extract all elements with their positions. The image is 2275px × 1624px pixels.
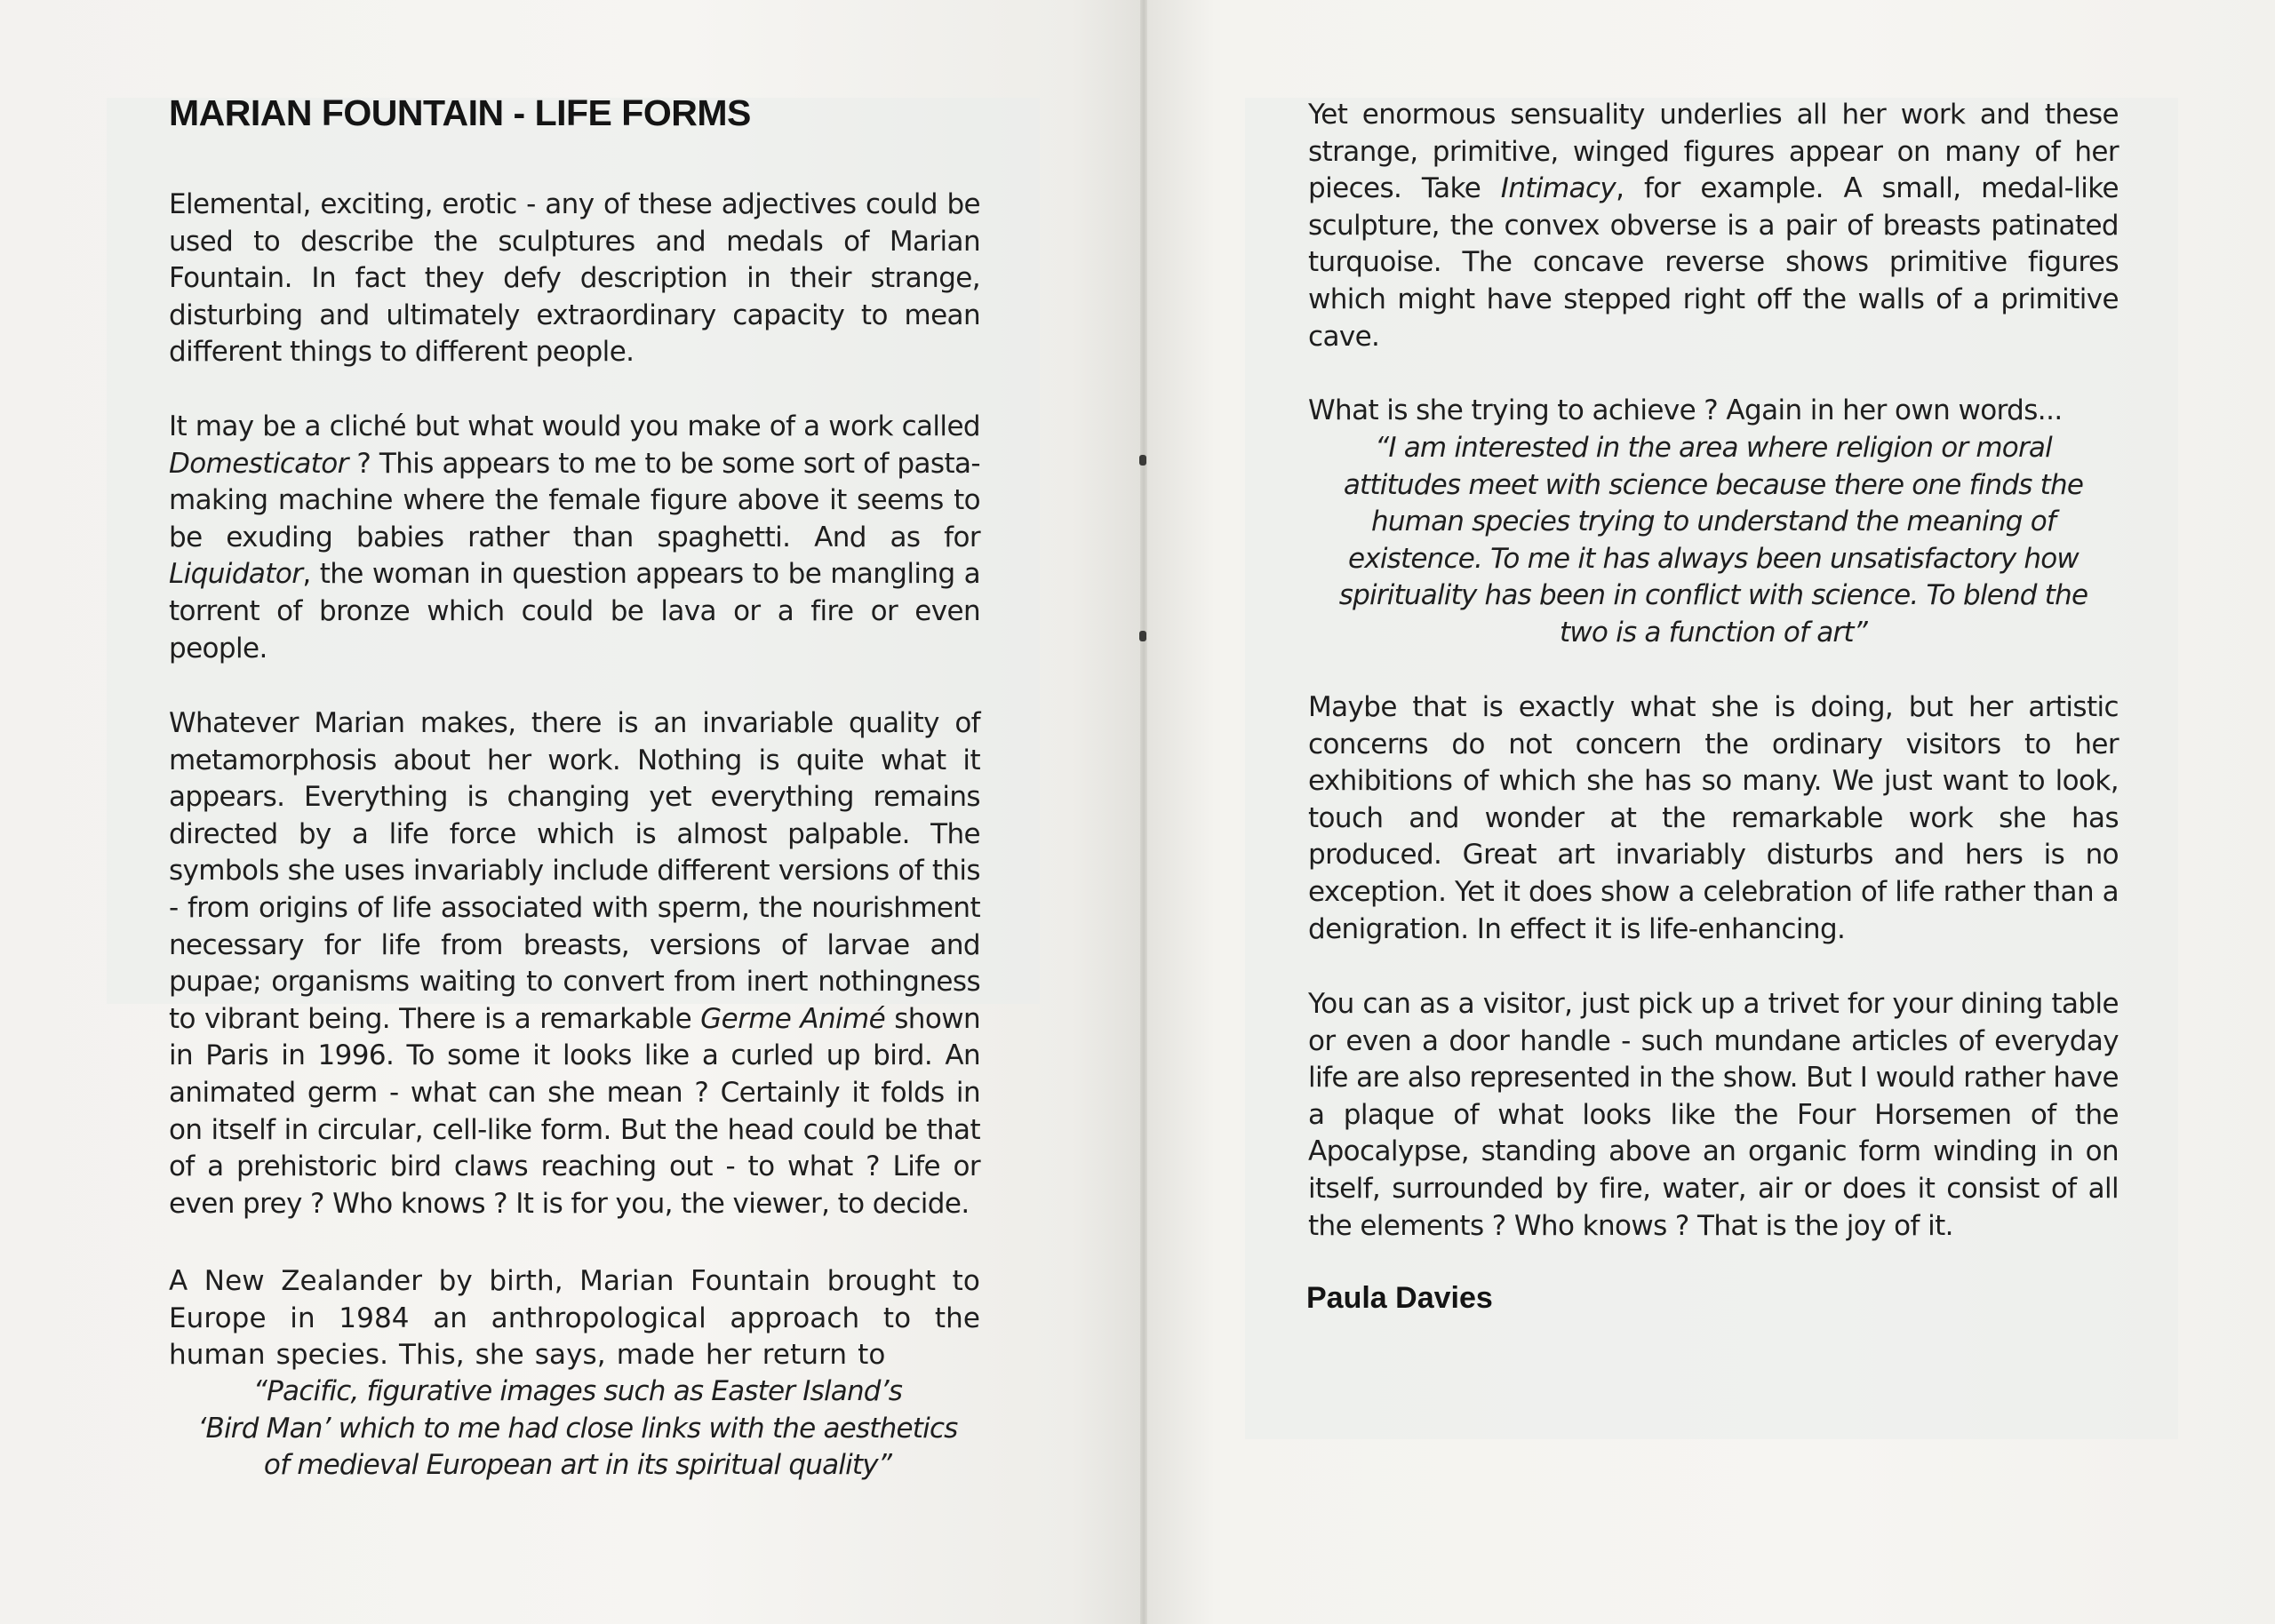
text-run: ? This appears to me to be some sort of pasta-making machine where the female figure above it seems to be exuding babies rather than spaghetti. And as for [169, 447, 980, 553]
author-signature: Paula Davies [1306, 1281, 1493, 1315]
right-quote [1273, 430, 2154, 652]
text-run: Yet enormous sensuality underlies all her work and these strange, primitive, winged figures appear on many of her pieces. Take [1308, 99, 2119, 205]
quote-line: of medieval European art in its spiritual quality” [263, 1449, 892, 1482]
left-paragraph-3 [169, 705, 980, 1222]
work-title-domesticator: Domesticator [169, 447, 348, 480]
quote-line: spirituality has been in conflict with science. To blend the [1338, 579, 2088, 612]
text-run: It may be a cliché but what would you make of a work called [169, 410, 980, 442]
quote-line: existence. To me it has always been unsatisfactory how [1348, 542, 2079, 575]
staple-top [1139, 455, 1146, 466]
text-run: shown in Paris in 1996. To some it looks like a curled up bird. An animated germ - what can she mean ? Certainly it folds in on itself in circular, cell-like form. But the head could be that of a prehistoric bird claws reaching out - to what ? Life or even prey ? Who knows ? It is for you, the viewer, to decide. [169, 1002, 980, 1220]
quote-line: “I am interested in the area where religion or moral [1375, 432, 2052, 464]
right-paragraph-2: What is she trying to achieve ? Again in her own words... [1308, 394, 2063, 426]
left-paragraph-4: A New Zealander by birth, Marian Fountain brought to Europe in 1984 an anthropological approach to the human species. This, she says, made her return to [169, 1265, 980, 1372]
work-title-germe-anime: Germe Animé [700, 1002, 886, 1035]
text-run: Whatever Marian makes, there is an invariable quality of metamorphosis about her work. Nothing is quite what it appears. Everything is changing yet everything remains directed by a life force which is almost palpable. The symbols she uses invariably include different versions of this - from origins of life associated with sperm, the nourishment necessary for life from breasts, versions of larvae and pupae; organisms waiting to convert from inert nothingness to vibrant being. There is a remarkable [169, 707, 980, 1035]
staple-bottom [1139, 631, 1146, 641]
quote-line: ‘Bird Man’ which to me had close links with the aesthetics [197, 1412, 958, 1445]
quote-line: attitudes meet with science because there one finds the [1343, 468, 2084, 501]
left-paragraph-2 [169, 409, 980, 667]
work-title-liquidator: Liquidator [169, 558, 303, 591]
quote-line: human species trying to understand the meaning of [1370, 506, 2056, 538]
text-run: , the woman in question appears to be mangling a torrent of bronze which could be lava or a fire or even people. [169, 558, 980, 665]
left-paragraph-1: Elemental, exciting, erotic - any of these adjectives could be used to describe the sculptures and medals of Marian Fountain. In fact they defy description in their strange, disturbing and ultimately extraordinary capacity to mean different things to different people. [169, 188, 980, 369]
text-run: , for example. A small, medal-like sculpture, the convex obverse is a pair of breasts patinated turquoise. The concave reverse shows primitive figures which might have stepped right off the walls of a primitive cave. [1308, 172, 2119, 353]
left-quote [133, 1373, 1022, 1485]
quote-line: two is a function of art” [1560, 616, 1867, 649]
article-title: MARIAN FOUNTAIN - LIFE FORMS [169, 92, 751, 133]
quote-line: “Pacific, figurative images such as Easter Island’s [252, 1375, 903, 1407]
booklet-spine [1140, 0, 1147, 1624]
work-title-intimacy: Intimacy [1500, 172, 1616, 205]
right-paragraph-3: Maybe that is exactly what she is doing, but her artistic concerns do not concern the ordinary visitors to her exhibitions of which she has so many. We just want to look, touch and wonder at the remarkable work she has produced. Great art invariably disturbs and hers is no exception. Yet it does show a celebration of life rather than a denigration. In effect it is life-enhancing. [1308, 691, 2119, 945]
right-paragraph-4: You can as a visitor, just pick up a trivet for your dining table or even a door handle - such mundane articles of everyday life are also represented in the show. But I would rather have a plaque of what looks like the Four Horsemen of the Apocalypse, standing above an organic form winding in on itself, surrounded by fire, water, air or does it consist of all the elements ? Who knows ? That is the joy of it. [1308, 988, 2119, 1242]
right-paragraph-1 [1308, 97, 2119, 355]
